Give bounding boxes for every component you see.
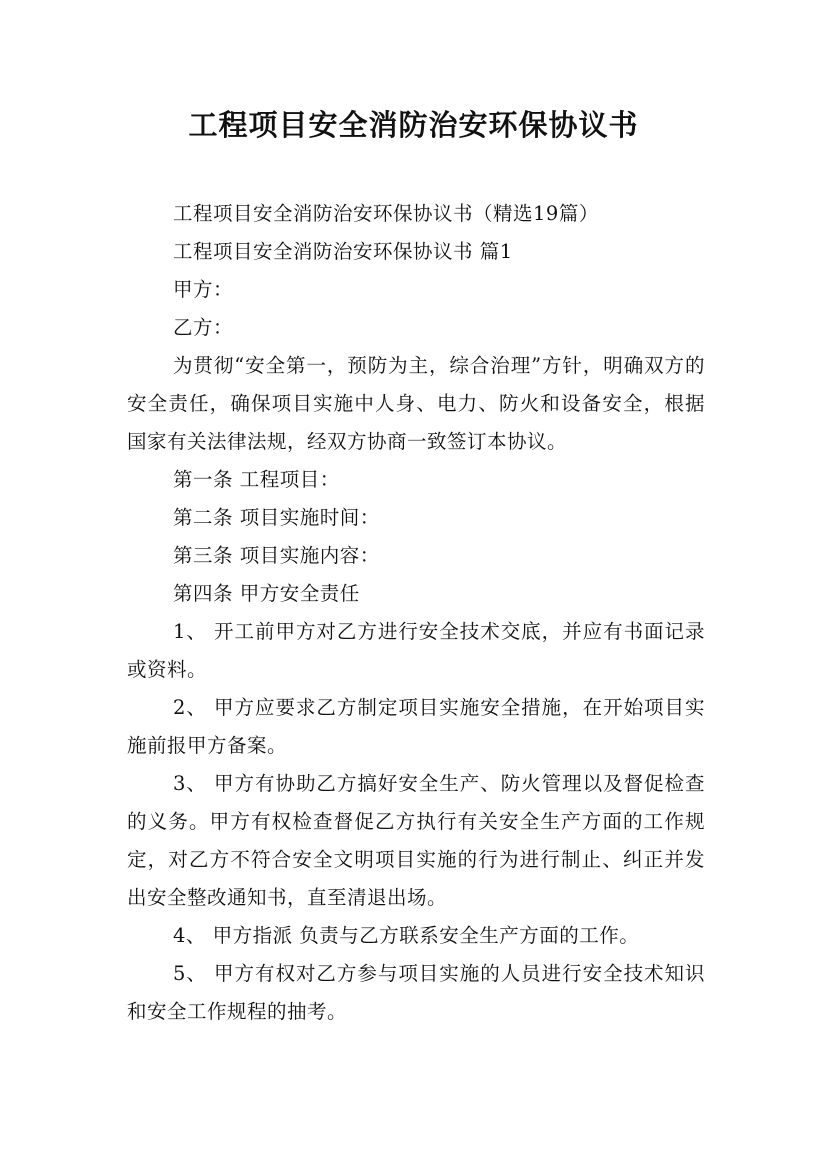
paragraph-item-4: 4、 甲方指派 负责与乙方联系安全生产方面的工作。 <box>173 924 640 947</box>
paragraph-item-3: 3、 甲方有协助乙方搞好安全生产、防火管理以及督促检查的义务。甲方有权检查督促乙方执行有关安全生产方面的工作规定，对乙方不符合安全文明项目实施的行为进行制止、纠正并发出安全整改通知书，直至清退出场。 <box>127 772 705 909</box>
paragraph-article-4: 第四条 甲方安全责任 <box>173 582 360 605</box>
paragraph-party-a: 甲方： <box>173 278 234 301</box>
paragraph-preamble: 为贯彻“安全第一，预防为主，综合治理”方针，明确双方的安全责任，确保项目实施中人身、电力、防火和设备安全，根据国家有关法律法规，经双方协商一致签订本协议。 <box>127 354 705 453</box>
paragraph-subtitle: 工程项目安全消防治安环保协议书（精选19篇） <box>173 202 599 225</box>
paragraph-item-5: 5、 甲方有权对乙方参与项目实施的人员进行安全技术知识和安全工作规程的抽考。 <box>127 962 705 1023</box>
paragraph-section-heading: 工程项目安全消防治安环保协议书 篇1 <box>173 240 513 263</box>
paragraph-article-1: 第一条 工程项目： <box>173 468 340 491</box>
document-title: 工程项目安全消防治安环保协议书 <box>188 108 639 142</box>
paragraph-party-b: 乙方： <box>173 316 234 339</box>
document-body <box>127 195 705 1031</box>
paragraph-item-1: 1、 开工前甲方对乙方进行安全技术交底，并应有书面记录或资料。 <box>127 620 705 681</box>
paragraph-item-2: 2、 甲方应要求乙方制定项目实施安全措施，在开始项目实施前报甲方备案。 <box>127 696 705 757</box>
paragraph-article-3: 第三条 项目实施内容： <box>173 544 380 567</box>
paragraph-article-2: 第二条 项目实施时间： <box>173 506 380 529</box>
